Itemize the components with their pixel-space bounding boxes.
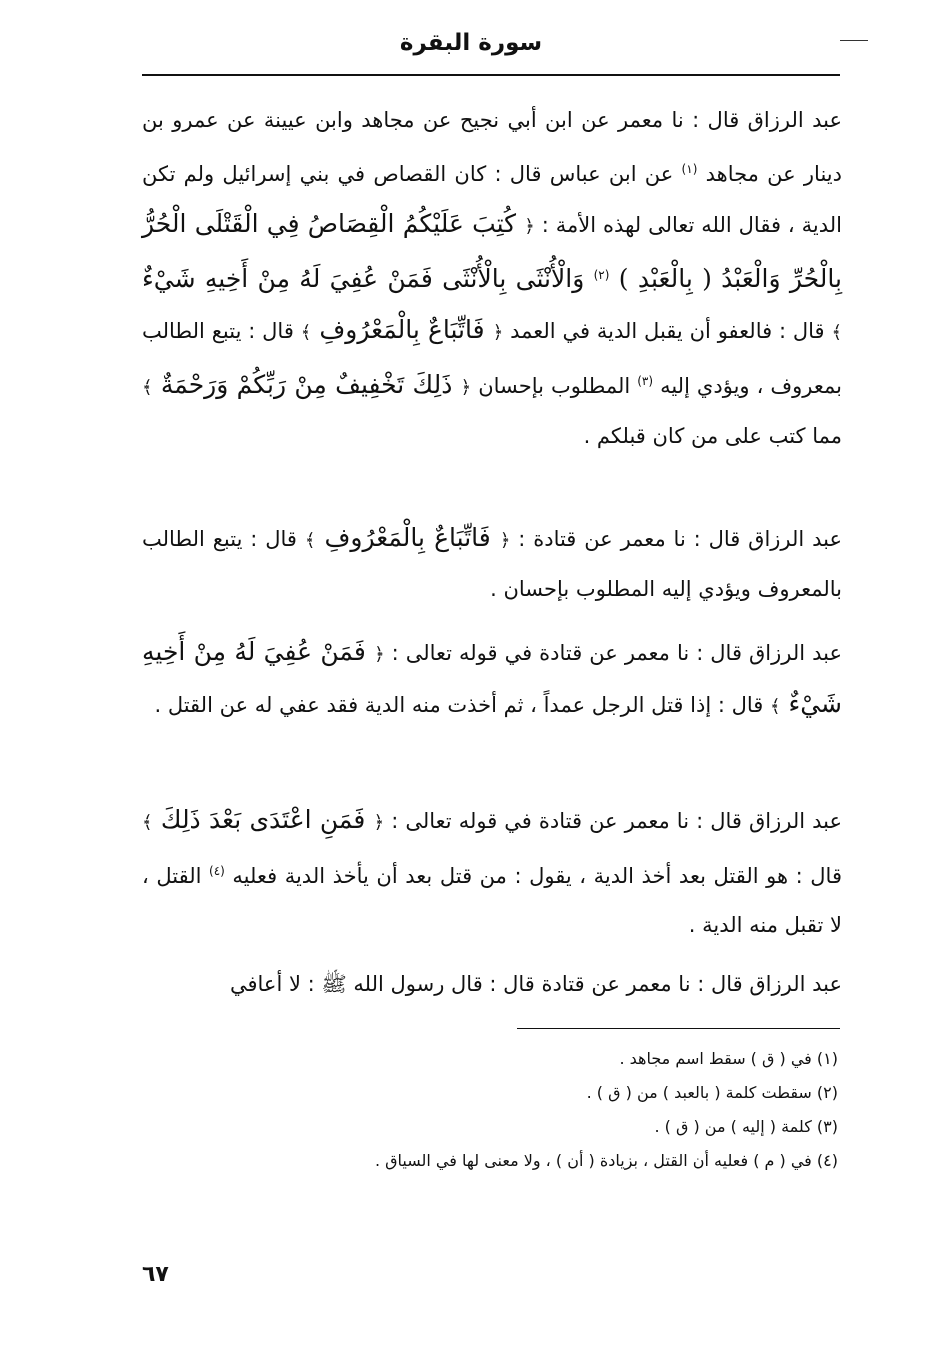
narration-text: عن ابن عباس قال : كان القصاص في بني إسرائيل ولم تكن الدية ، فقال الله تعالى لهذه الأمة : (142, 162, 842, 237)
paragraph-text (142, 627, 842, 731)
footnote-1: (١) في ( ق ) سقط اسم مجاهد . (619, 1049, 838, 1068)
quran-verse: فَاتِّبَاعٌ بِالْمَعْرُوفِ (311, 315, 493, 344)
paragraph-3 (142, 627, 842, 731)
verse-bracket: ﴿ (499, 530, 511, 551)
verse-bracket: ﴾ (142, 812, 153, 833)
narration-text: قال : هو القتل بعد أخذ الدية ، يقول : من قتل بعد أن يأخذ الدية فعليه (224, 864, 842, 888)
narration-text: قال : يتبع الطالب بالمعروف ويؤدي إليه المطلوب بإحسان . (142, 527, 842, 601)
quran-verse: ذَلِكَ تَخْفِيفٌ مِنْ رَبِّكُمْ وَرَحْمَةٌ (152, 370, 461, 399)
narration-text: عبد الرزاق قال : نا معمر عن قتادة : (510, 527, 842, 551)
narration-text: مما كتب على من كان قبلكم . (583, 424, 842, 448)
paragraph-5 (142, 960, 842, 1009)
narration-text: عبد الرزاق قال : نا معمر عن قتادة قال : قال رسول الله ﷺ : لا أعافي (229, 972, 842, 996)
narration-text: القتل ، لا تقبل منه الدية . (142, 864, 842, 937)
verse-bracket: ﴾ (831, 322, 842, 343)
footnotes (142, 1042, 838, 1178)
quran-verse: فَمَنْ عُفِيَ لَهُ مِنْ أَخِيهِ شَيْءٌ (142, 637, 842, 718)
page-title: سورة البقرة (399, 30, 543, 56)
page-number: ٦٧ (142, 1262, 169, 1287)
verse-bracket: ﴾ (300, 322, 312, 343)
footnote-ref: (٤) (209, 864, 225, 878)
footnote-ref: (١) (681, 162, 698, 176)
narration-text: قال : يتبع الطالب بمعروف ، ويؤدي إليه (142, 319, 842, 398)
paragraph-2 (142, 513, 842, 614)
footnote-separator (517, 1028, 840, 1029)
quran-verse: وَالْأُنْثَى بِالْأُنْثَى فَمَنْ عُفِيَ لَهُ مِنْ أَخِيهِ شَيْءٌ (142, 264, 594, 293)
footnote-ref: (٣) (637, 374, 654, 388)
narration-text: المطلوب بإحسان (471, 374, 638, 398)
footnote-ref: (٢) (593, 268, 610, 282)
verse-bracket: ﴾ (769, 696, 781, 717)
verse-bracket: ﴿ (524, 216, 535, 237)
paragraph-text (142, 960, 842, 1009)
verse-bracket: ﴾ (304, 530, 316, 551)
quran-verse: كُتِبَ عَلَيْكُمُ الْقِصَاصُ فِي الْقَتْلَى الْحُرُّ بِالْحُرِّ وَالْعَبْدُ ( بِالْعَبْدِ ) (142, 209, 843, 293)
paragraph-text (142, 795, 842, 950)
paragraph-text (142, 513, 842, 614)
footnote-2: (٢) سقطت كلمة ( بالعبد ) من ( ق ) . (586, 1083, 838, 1102)
header-dash (840, 40, 868, 41)
verse-bracket: ﴾ (142, 377, 153, 398)
paragraph-4 (142, 795, 842, 950)
footnote-3: (٣) كلمة ( إليه ) من ( ق ) . (654, 1117, 838, 1136)
quran-verse: فَاتِّبَاعٌ بِالْمَعْرُوفِ (315, 523, 500, 552)
paragraph-1 (142, 96, 842, 461)
footnote-4: (٤) في ( م ) فعليه أن القتل ، بزيادة ( أن ) ، ولا معنى لها في السياق . (374, 1151, 838, 1170)
narration-text: قال : إذا قتل الرجل عمداً ، ثم أخذت منه الدية فقد عفي له عن القتل . (154, 693, 770, 717)
verse-bracket: ﴿ (373, 812, 385, 833)
header-rule (142, 74, 840, 76)
narration-text: عبد الرزاق قال : نا معمر عن قتادة في قوله تعالى : (384, 809, 842, 833)
quran-verse: فَمَنِ اعْتَدَى بَعْدَ ذَلِكَ (152, 805, 374, 834)
verse-bracket: ﴿ (492, 322, 504, 343)
narration-text: عبد الرزاق قال : نا معمر عن قتادة في قوله تعالى : (384, 641, 843, 665)
verse-bracket: ﴿ (374, 644, 385, 665)
paragraph-text (142, 96, 842, 461)
narration-text: عبد الرزاق قال : نا معمر عن ابن أبي نجيح عن مجاهد وابن عيينة عن عمرو بن دينار عن مجاهد (142, 108, 842, 186)
narration-text: قال : فالعفو أن يقبل الدية في العمد (503, 319, 832, 343)
verse-bracket: ﴿ (460, 377, 472, 398)
